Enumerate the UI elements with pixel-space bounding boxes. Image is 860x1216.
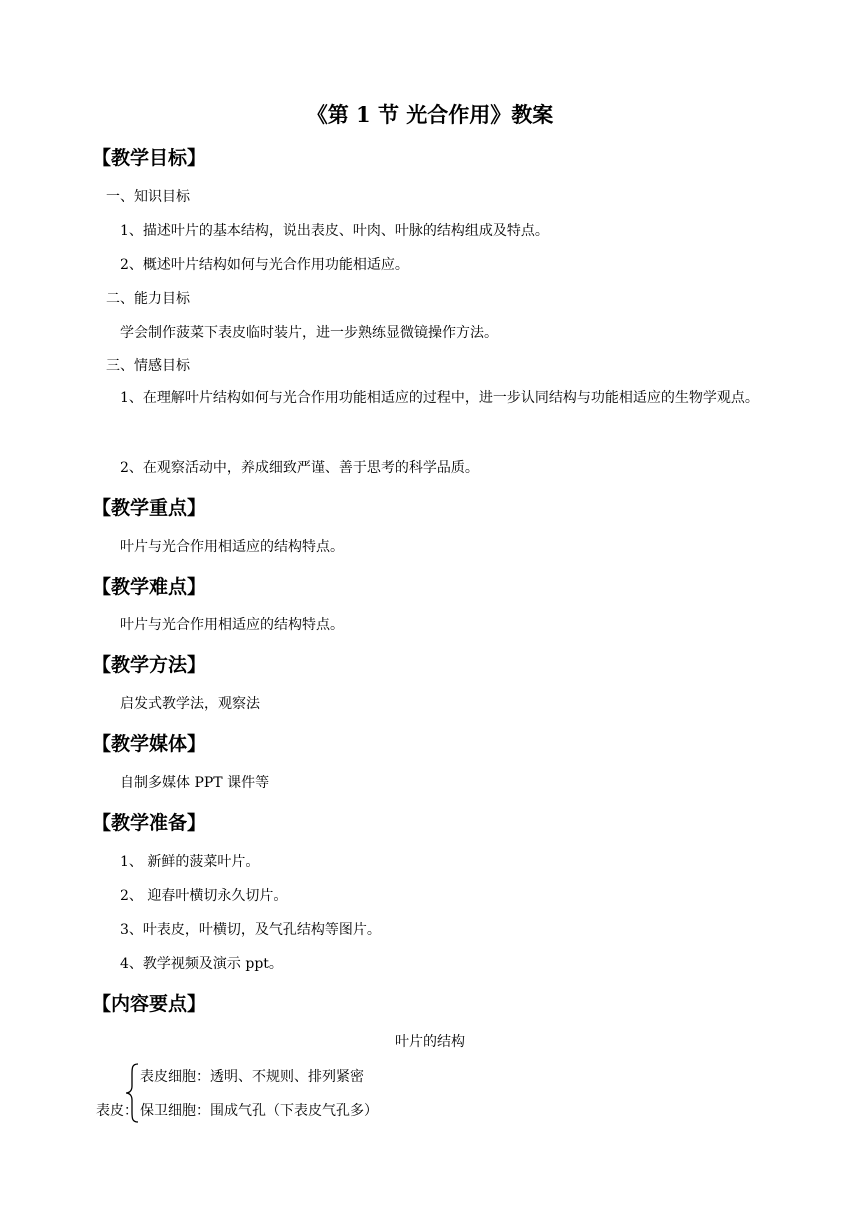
document-title: 《第 1 节 光合作用》教案 <box>306 102 554 127</box>
objectives-heading: 【教学目标】 <box>92 147 207 169</box>
media-heading: 【教学媒体】 <box>92 733 207 755</box>
content-heading: 【内容要点】 <box>92 993 207 1015</box>
curly-brace-icon <box>125 1062 139 1124</box>
preparation-item-3: 3、叶表皮，叶横切，及气孔结构等图片。 <box>120 922 381 938</box>
ability-goal-label: 二、能力目标 <box>106 291 190 307</box>
preparation-item-4: 4、教学视频及演示 ppt。 <box>120 956 283 972</box>
methods-text: 启发式教学法，观察法 <box>120 696 260 712</box>
key-points-heading: 【教学重点】 <box>92 497 207 519</box>
difficulties-heading: 【教学难点】 <box>92 576 207 598</box>
knowledge-goal-label: 一、知识目标 <box>106 189 190 205</box>
content-subtitle: 叶片的结构 <box>395 1034 465 1050</box>
difficulties-text: 叶片与光合作用相适应的结构特点。 <box>120 617 344 633</box>
preparation-item-1: 1、 新鲜的菠菜叶片。 <box>120 854 260 870</box>
epidermis-branch-1: 表皮细胞：透明、不规则、排列紧密 <box>140 1069 364 1085</box>
epidermis-label: 表皮： <box>96 1103 138 1119</box>
preparation-item-2: 2、 迎春叶横切永久切片。 <box>120 888 288 904</box>
knowledge-goal-item-2: 2、概述叶片结构如何与光合作用功能相适应。 <box>120 257 409 273</box>
emotion-goal-label: 三、情感目标 <box>106 358 190 374</box>
epidermis-branch-2: 保卫细胞：围成气孔（下表皮气孔多） <box>140 1103 378 1119</box>
key-points-text: 叶片与光合作用相适应的结构特点。 <box>120 539 344 555</box>
emotion-goal-item-2: 2、在观察活动中，养成细致严谨、善于思考的科学品质。 <box>120 460 479 476</box>
media-text: 自制多媒体 PPT 课件等 <box>120 775 270 791</box>
methods-heading: 【教学方法】 <box>92 654 207 676</box>
knowledge-goal-item-1: 1、描述叶片的基本结构，说出表皮、叶肉、叶脉的结构组成及特点。 <box>120 223 549 239</box>
preparation-heading: 【教学准备】 <box>92 812 207 834</box>
emotion-goal-item-1: 1、在理解叶片结构如何与光合作用功能相适应的过程中，进一步认同结构与功能相适应的生物学观点。 <box>120 390 759 406</box>
ability-goal-item-1: 学会制作菠菜下表皮临时装片，进一步熟练显微镜操作方法。 <box>120 325 498 341</box>
